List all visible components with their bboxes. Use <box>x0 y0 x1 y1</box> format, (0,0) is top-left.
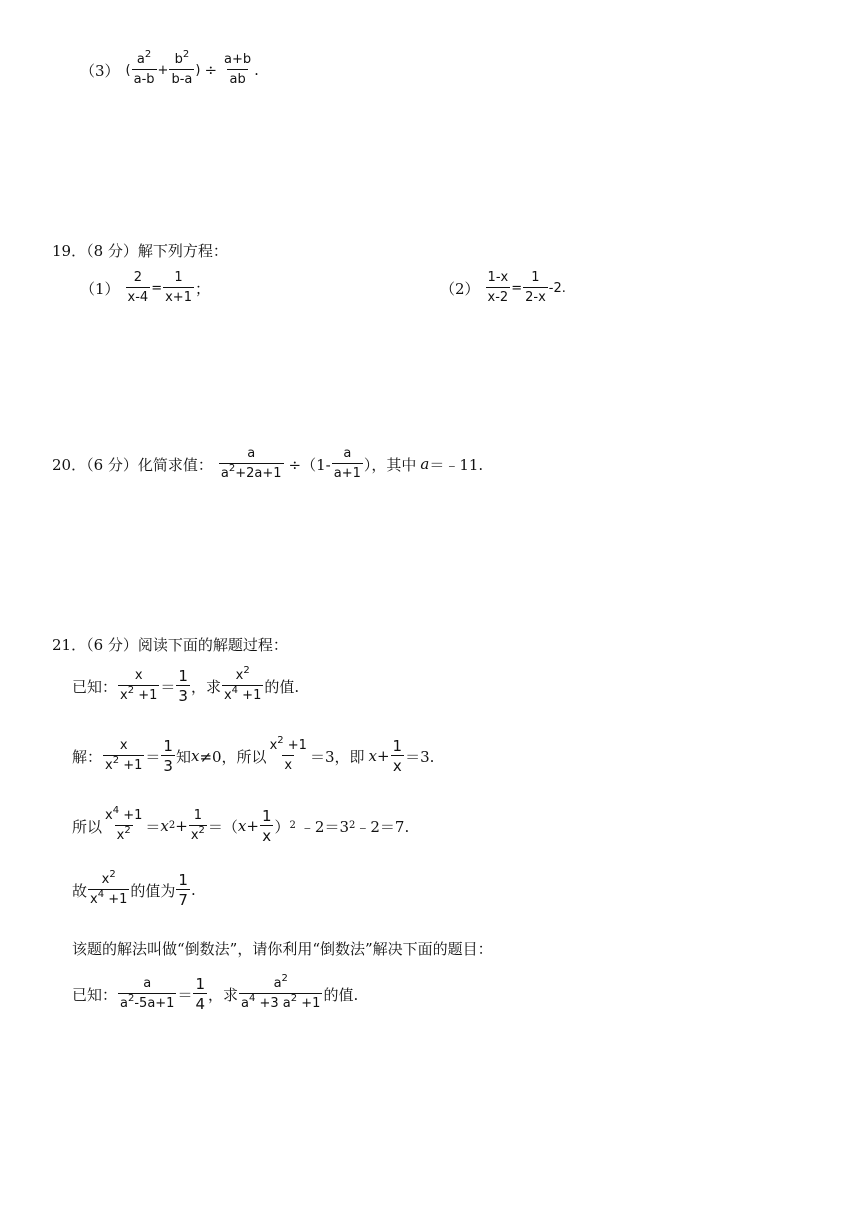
plus-sign: + <box>246 817 259 835</box>
den-base: x <box>120 688 128 703</box>
equals-open-paren: ＝（ <box>207 817 238 836</box>
plus-sign: + <box>376 747 390 765</box>
given-label: 已知： <box>72 985 118 1004</box>
fraction-a-over-a2-plus-2a-plus-1 <box>219 446 284 482</box>
exponent: 2 <box>124 825 131 836</box>
numerator: 1 <box>163 737 173 755</box>
method-note: 该题的解法叫做“倒数法”，请你利用“倒数法”解决下面的题目： <box>72 940 493 958</box>
q21-solution <box>72 735 435 775</box>
variable-x: x <box>368 747 377 765</box>
den-base: x <box>105 758 113 773</box>
denominator: a-b <box>132 69 157 88</box>
denominator-rest: +2a+1 <box>235 466 282 481</box>
numerator: 1 <box>174 270 183 285</box>
num-rest: +1 <box>283 738 307 753</box>
exponent: 2 <box>112 755 120 766</box>
denominator: 2-x <box>523 287 548 306</box>
exponent: 2 <box>228 463 236 474</box>
fraction-x-over-x2-plus-1 <box>103 738 144 774</box>
exponent: 4 <box>249 993 256 1004</box>
denominator: x-4 <box>126 287 151 306</box>
numerator: a <box>343 446 352 461</box>
den-base: x <box>90 892 98 907</box>
den-mid: +3 a <box>255 996 291 1011</box>
den-base: x <box>190 828 199 843</box>
denominator: x+1 <box>163 287 194 306</box>
numerator: 1 <box>195 975 206 993</box>
part-label: （2） <box>440 279 480 298</box>
fraction-1-minus-x-over-x-minus-2 <box>486 270 511 306</box>
right-paren: ) <box>195 62 201 78</box>
fraction-a-over-a-plus-1 <box>332 446 363 482</box>
q21-heading <box>52 634 288 655</box>
denominator: b-a <box>169 69 194 88</box>
fraction-a-plus-b-over-ab <box>222 52 253 88</box>
equals-sign: ＝ <box>145 817 161 836</box>
denominator: 4 <box>195 995 206 1013</box>
num-rest: +1 <box>119 808 143 823</box>
exponent: 2 <box>144 49 152 60</box>
den-rest: +1 <box>238 688 262 703</box>
exponent: 2 <box>127 993 135 1004</box>
fraction-x2-over-x4-plus-1 <box>88 869 129 908</box>
fraction-a-over-a2-minus-5a-plus-1 <box>118 976 176 1012</box>
fraction-1-over-x-plus-1 <box>163 270 194 306</box>
fraction-x2-over-x4-plus-1 <box>222 665 263 704</box>
equals-three-text: ＝3，即 <box>309 747 365 766</box>
result-text: ﹣2＝3 <box>299 817 349 836</box>
equals-three-end: ＝3. <box>405 747 435 766</box>
numerator: b <box>174 52 183 67</box>
minus-two: -2. <box>548 280 566 296</box>
fraction-1-over-7 <box>176 872 190 908</box>
exponent: 4 <box>112 805 120 816</box>
denominator: x <box>282 755 294 774</box>
q19-part1 <box>80 270 210 306</box>
fraction-x-over-x2-plus-1 <box>118 668 159 704</box>
q19-part2 <box>440 270 566 306</box>
tail-text: 的值. <box>264 677 300 696</box>
fraction-x2-plus-1-over-x <box>268 735 309 774</box>
q21-therefore: 所以 $\frac{x^4 +1}{x^2}$ ＝ x 2 + $\frac{1}{x^2}$ ＝（ x + $\frac{1}{x}$ ） 2 ﹣2＝3 2 ﹣2＝7. <box>72 805 410 845</box>
variable-x: x <box>160 817 169 835</box>
part-label: （1） <box>80 279 120 298</box>
denominator-base: a <box>220 466 229 481</box>
exponent: 2 <box>281 973 288 984</box>
denominator: ab <box>227 69 247 88</box>
equals-sign: ＝ <box>160 677 176 696</box>
value-is-text: 的值为 <box>130 881 176 900</box>
exponent: 2 <box>277 735 284 746</box>
q18-part3 <box>80 49 259 88</box>
variable-a: a <box>420 455 430 473</box>
value: ＝﹣11. <box>429 455 484 474</box>
condition-text: ≠0，所以 <box>199 747 267 766</box>
find-text: ，求 <box>190 677 221 696</box>
numerator: a <box>247 446 256 461</box>
fraction-1-over-3 <box>176 668 190 704</box>
fraction-b2-over-b-minus-a <box>169 49 194 88</box>
q21-method-note <box>72 938 493 959</box>
fraction-1-over-3 <box>161 738 175 774</box>
know-text: 知 <box>175 747 191 766</box>
numerator: 1 <box>531 270 540 285</box>
solution-label: 解： <box>72 747 103 766</box>
fraction-1-over-x <box>391 738 405 774</box>
left-paren: ( <box>125 62 131 78</box>
exponent: 2 <box>182 49 190 60</box>
close-paren: ） <box>274 817 290 836</box>
den-base: x <box>223 688 232 703</box>
result-text-end: ﹣2＝7. <box>355 817 410 836</box>
plus-sign: + <box>157 62 169 78</box>
numerator: 2 <box>133 270 143 285</box>
numerator: 1 <box>193 808 202 823</box>
numerator: 1 <box>178 871 188 889</box>
q21-given2 <box>72 973 359 1013</box>
variable-x: x <box>237 817 247 835</box>
equals-sign: ＝ <box>145 747 161 766</box>
den-base: a <box>241 996 249 1011</box>
tail-text: 的值. <box>323 985 359 1004</box>
given-label: 已知： <box>72 677 118 696</box>
numerator: a+b <box>224 52 252 67</box>
denominator: x-2 <box>486 287 511 306</box>
variable-x: x <box>190 747 200 765</box>
find-text: ，求 <box>208 985 239 1004</box>
den-rest: +1 <box>297 996 321 1011</box>
period: . <box>190 881 196 899</box>
close-where: ），其中 <box>363 455 417 474</box>
num-base: x <box>101 872 110 887</box>
question-heading: 19．（8 分）解下列方程： <box>52 242 228 260</box>
den-rest: +1 <box>104 892 128 907</box>
numerator: 1 <box>178 667 188 685</box>
denominator: x <box>392 757 402 775</box>
fraction-a2-over-a4-plus-3a2-plus-1 <box>239 973 322 1012</box>
fraction-1-over-2-minus-x <box>523 270 548 306</box>
numerator: x <box>119 738 128 753</box>
exponent: 2 <box>290 993 298 1004</box>
question-heading: 20．（6 分）化简求值： <box>52 455 213 474</box>
period: . <box>254 61 259 79</box>
fraction-2-over-x-minus-4 <box>126 270 151 306</box>
exponent: 2 <box>198 825 205 836</box>
q21-given <box>72 665 300 705</box>
numerator: x <box>134 668 143 683</box>
question-heading: 21．（6 分）阅读下面的解题过程： <box>52 636 288 654</box>
denominator: a+1 <box>332 463 363 482</box>
fraction-a2-over-a-minus-b <box>132 49 157 88</box>
exponent: 2 <box>127 685 135 696</box>
q21-hence <box>72 869 196 909</box>
hence-label: 故 <box>72 881 88 900</box>
fraction-x4-plus-1-over-x2 <box>103 805 144 844</box>
num-base: a <box>273 976 282 991</box>
denominator: 3 <box>178 687 188 705</box>
denominator: x <box>262 827 272 845</box>
equals-sign: = <box>511 280 523 296</box>
divide-open: ÷（1- <box>288 455 331 474</box>
den-rest: +1 <box>134 688 158 703</box>
den-rest: -5a+1 <box>134 996 175 1011</box>
fraction-1-over-4 <box>193 976 207 1012</box>
q19-heading <box>52 240 228 261</box>
q20-line <box>52 446 483 482</box>
num-base: x <box>235 668 244 683</box>
equals-sign: ＝ <box>177 985 193 1004</box>
numerator: 1 <box>392 737 403 755</box>
exponent: 2 <box>109 869 116 880</box>
num-base: x <box>269 738 278 753</box>
den-base: x <box>116 828 125 843</box>
numerator: a <box>136 52 145 67</box>
part-label: （3） <box>80 61 120 80</box>
den-rest: +1 <box>119 758 143 773</box>
plus-sign: + <box>175 817 188 835</box>
so-label: 所以 <box>72 817 103 836</box>
semicolon: ； <box>194 279 210 298</box>
fraction-1-over-x2 <box>189 808 207 844</box>
divide-sign: ÷ <box>204 61 218 79</box>
denominator: 7 <box>178 891 188 909</box>
numerator: 1-x <box>487 270 509 285</box>
equals-sign: = <box>151 280 163 296</box>
denominator: 3 <box>163 757 173 775</box>
fraction-1-over-x <box>260 808 274 844</box>
num-base: x <box>105 808 113 823</box>
exponent: 4 <box>97 889 105 900</box>
exponent: 2 <box>243 665 250 676</box>
exponent: 4 <box>231 685 239 696</box>
numerator: a <box>143 976 152 991</box>
den-base: a <box>120 996 128 1011</box>
numerator: 1 <box>261 807 272 825</box>
